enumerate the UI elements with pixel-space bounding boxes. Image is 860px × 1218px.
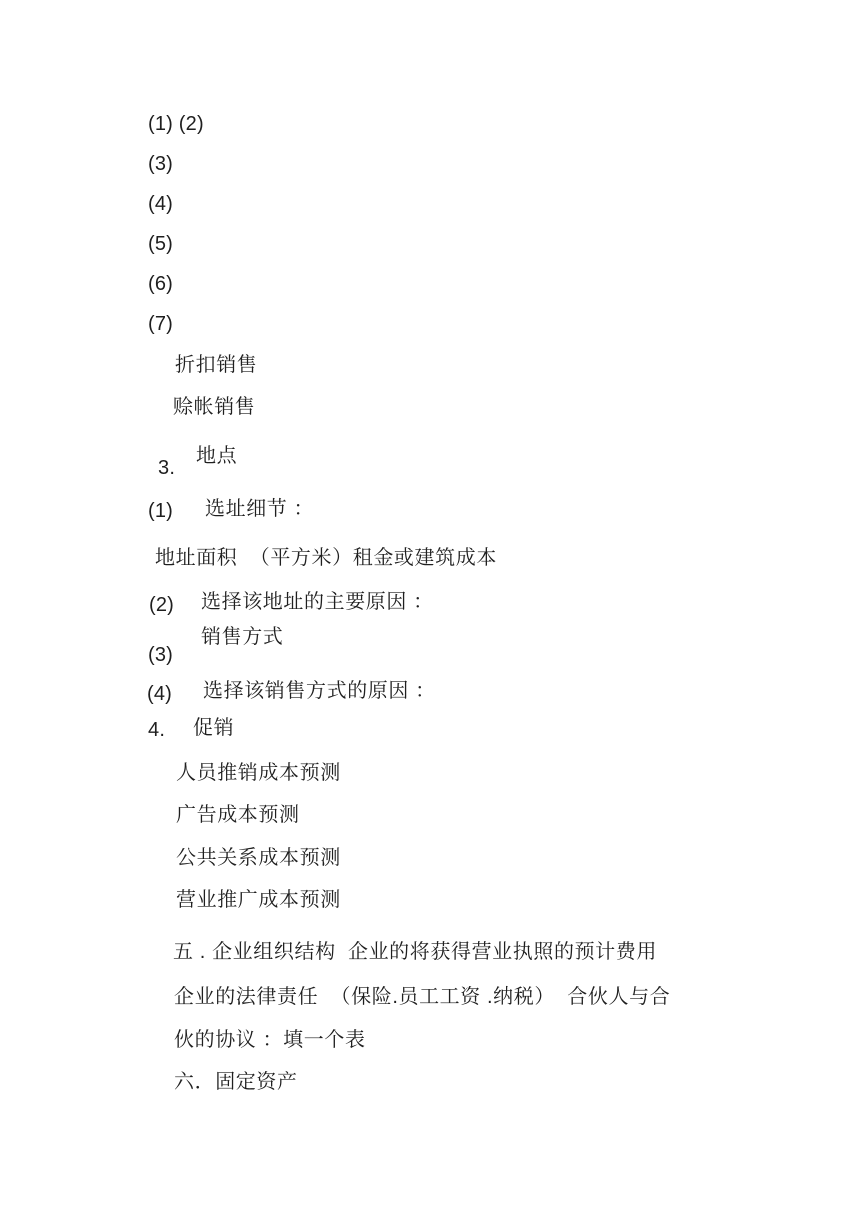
item-3-2-number: (2): [149, 594, 175, 616]
address-reason-label: 选择该地址的主要原因 ：: [201, 591, 434, 613]
personal-selling-cost-text: 人员推销成本预测: [176, 762, 341, 784]
section-5-org-structure-text: 五 . 企业组织结构 企业的将获得营业执照的预计费用: [173, 941, 657, 963]
promotion-label: 促销: [193, 717, 235, 739]
section-6-fixed-assets-text: 六．固定资产: [174, 1071, 298, 1093]
list-marker-7: (7): [148, 313, 174, 335]
partnership-agreement-text: 伙的协议 ：填一个表: [174, 1029, 366, 1051]
address-area-text: 地址面积 （平方米）租金或建筑成本: [155, 547, 497, 569]
legal-liability-text: 企业的法律责任 （保险.员工工资 .纳税） 合伙人与合: [174, 986, 671, 1008]
credit-sales-text: 赊帐销售: [173, 396, 256, 418]
item-3-3-number: (3): [148, 644, 174, 666]
public-relations-cost-text: 公共关系成本预测: [176, 847, 341, 869]
item-3-1-number: (1): [148, 500, 174, 522]
item-3-location-label: 地点: [196, 445, 238, 467]
item-4-number: 4.: [148, 719, 166, 741]
discount-sales-text: 折扣销售: [175, 354, 258, 376]
list-marker-1-2: (1) (2): [148, 113, 204, 135]
list-marker-6: (6): [148, 273, 174, 295]
item-3-number: 3.: [158, 457, 176, 479]
advertising-cost-text: 广告成本预测: [176, 804, 300, 826]
list-marker-5: (5): [148, 233, 174, 255]
site-selection-label: 选址细节 ：: [205, 498, 315, 520]
list-marker-3: (3): [148, 153, 174, 175]
list-marker-4: (4): [148, 193, 174, 215]
sales-method-reason-label: 选择该销售方式的原因 ：: [203, 680, 436, 702]
item-3-4-number: (4): [147, 683, 173, 705]
sales-method-label: 销售方式: [201, 626, 284, 648]
business-promotion-cost-text: 营业推广成本预测: [176, 889, 341, 911]
